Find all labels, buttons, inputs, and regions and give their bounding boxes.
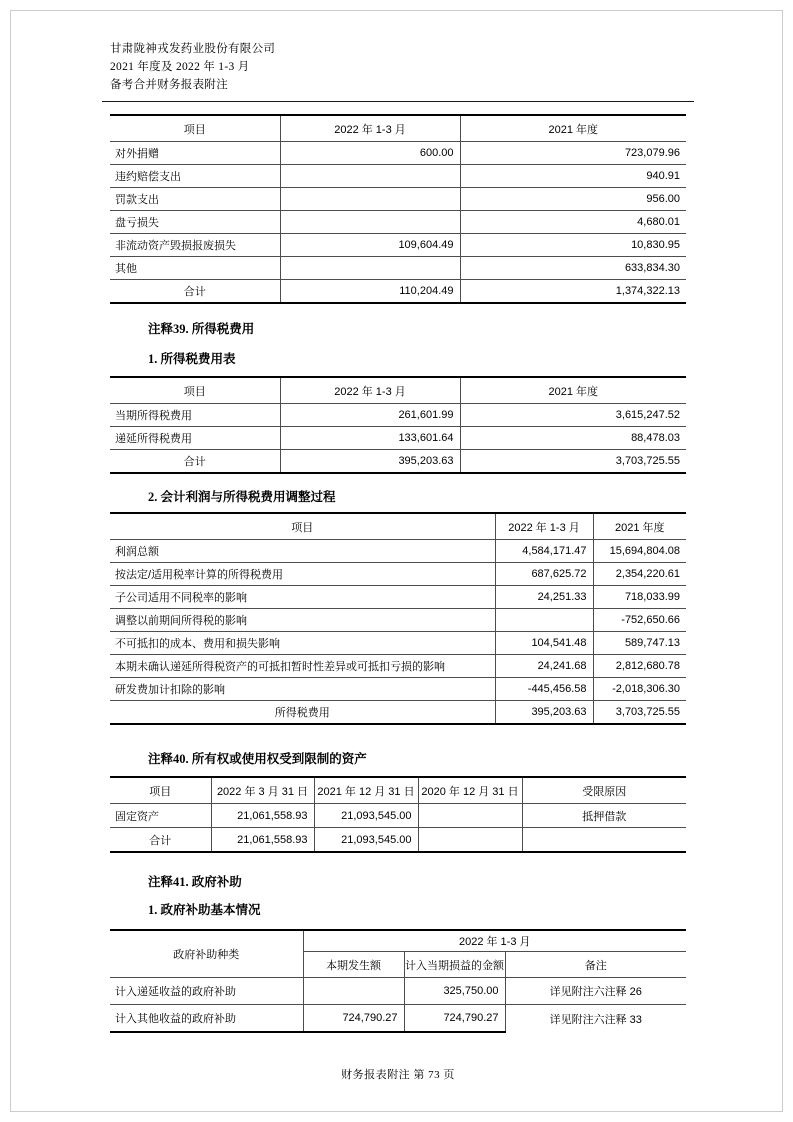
amount-cell: 956.00 bbox=[460, 188, 686, 211]
header-cell: 2022 年 3 月 31 日 bbox=[211, 777, 314, 804]
row-label: 对外捐赠 bbox=[110, 142, 280, 165]
company-name: 甘肃陇神戎发药业股份有限公司 bbox=[110, 43, 276, 55]
table-row bbox=[110, 427, 686, 450]
restriction-reason-cell bbox=[522, 828, 686, 853]
row-label: 本期未确认递延所得税资产的可抵扣暂时性差异或可抵扣亏损的影响 bbox=[110, 655, 495, 678]
header-cell: 本期发生额 bbox=[303, 952, 404, 978]
note-reference-cell: 详见附注六注释 26 bbox=[505, 978, 686, 1005]
amount-cell: 3,703,725.55 bbox=[593, 701, 686, 725]
table-row bbox=[110, 1005, 686, 1033]
table-header-row bbox=[110, 377, 686, 404]
amount-cell: 3,703,725.55 bbox=[460, 450, 686, 474]
amount-cell: 24,251.33 bbox=[495, 586, 593, 609]
amount-cell: 21,061,558.93 bbox=[211, 828, 314, 853]
header-cell: 备注 bbox=[505, 952, 686, 978]
amount-cell: 395,203.63 bbox=[495, 701, 593, 725]
table-row bbox=[110, 142, 686, 165]
amount-cell bbox=[495, 609, 593, 632]
amount-cell: 110,204.49 bbox=[280, 280, 460, 304]
total-row bbox=[110, 701, 686, 725]
header-divider bbox=[102, 101, 694, 102]
total-row bbox=[110, 828, 686, 853]
tax-reconciliation-table bbox=[110, 512, 686, 725]
amount-cell: -752,650.66 bbox=[593, 609, 686, 632]
amount-cell: 2,354,220.61 bbox=[593, 563, 686, 586]
table-header-row bbox=[110, 115, 686, 142]
amount-cell bbox=[280, 211, 460, 234]
table-row bbox=[110, 804, 686, 828]
header-cell: 项目 bbox=[110, 777, 211, 804]
amount-cell: 109,604.49 bbox=[280, 234, 460, 257]
amount-cell bbox=[280, 257, 460, 280]
row-label: 调整以前期间所得税的影响 bbox=[110, 609, 495, 632]
amount-cell: 133,601.64 bbox=[280, 427, 460, 450]
amount-cell: 1,374,322.13 bbox=[460, 280, 686, 304]
total-label: 合计 bbox=[110, 450, 280, 474]
header-cell: 2022 年 1-3 月 bbox=[280, 115, 460, 142]
row-label: 固定资产 bbox=[110, 804, 211, 828]
amount-cell: 2,812,680.78 bbox=[593, 655, 686, 678]
government-grants-table bbox=[110, 929, 686, 1033]
total-label: 所得税费用 bbox=[110, 701, 495, 725]
header-cell: 2022 年 1-3 月 bbox=[280, 377, 460, 404]
table-row bbox=[110, 586, 686, 609]
row-label: 违约赔偿支出 bbox=[110, 165, 280, 188]
row-label: 当期所得税费用 bbox=[110, 404, 280, 427]
header-cell: 项目 bbox=[110, 513, 495, 540]
page-footer: 财务报表附注 第 73 页 bbox=[341, 1069, 455, 1081]
amount-cell: 3,615,247.52 bbox=[460, 404, 686, 427]
row-label: 非流动资产毁损报废损失 bbox=[110, 234, 280, 257]
subsection-heading-government-grants: 1. 政府补助基本情况 bbox=[148, 903, 261, 917]
amount-cell: 104,541.48 bbox=[495, 632, 593, 655]
table-row bbox=[110, 188, 686, 211]
row-label: 计入递延收益的政府补助 bbox=[110, 978, 303, 1005]
section-heading-note41: 注释41. 政府补助 bbox=[148, 875, 242, 889]
row-label: 利润总额 bbox=[110, 540, 495, 563]
amount-cell: 600.00 bbox=[280, 142, 460, 165]
note-reference-cell: 详见附注六注释 33 bbox=[505, 1005, 686, 1033]
amount-cell: 687,625.72 bbox=[495, 563, 593, 586]
page-content bbox=[110, 0, 686, 1082]
amount-cell: 21,093,545.00 bbox=[314, 828, 418, 853]
amount-cell: 325,750.00 bbox=[404, 978, 505, 1005]
amount-cell bbox=[418, 828, 522, 853]
row-label: 罚款支出 bbox=[110, 188, 280, 211]
amount-cell: 21,093,545.00 bbox=[314, 804, 418, 828]
row-label: 子公司适用不同税率的影响 bbox=[110, 586, 495, 609]
subsection-heading-income-tax-table: 1. 所得税费用表 bbox=[148, 352, 236, 366]
header-cell: 2021 年度 bbox=[548, 123, 599, 136]
amount-cell: 589,747.13 bbox=[593, 632, 686, 655]
table-row bbox=[110, 540, 686, 563]
amount-cell bbox=[418, 804, 522, 828]
table-row bbox=[110, 678, 686, 701]
total-row bbox=[110, 450, 686, 474]
total-label: 合计 bbox=[110, 828, 211, 853]
header-cell-period: 2022 年 1-3 月 bbox=[458, 936, 531, 948]
document-header bbox=[110, 40, 686, 94]
amount-cell bbox=[303, 978, 404, 1005]
amount-cell: 4,584,171.47 bbox=[495, 540, 593, 563]
report-period: 2021 年度及 2022 年 1-3 月 bbox=[110, 61, 250, 73]
subsection-heading-tax-reconciliation: 2. 会计利润与所得税费用调整过程 bbox=[148, 490, 336, 504]
header-cell: 项目 bbox=[110, 377, 280, 404]
header-cell: 计入当期损益的金额 bbox=[404, 952, 505, 978]
amount-cell: 21,061,558.93 bbox=[211, 804, 314, 828]
row-label: 计入其他收益的政府补助 bbox=[110, 1005, 303, 1033]
non-operating-expenses-table bbox=[110, 114, 686, 304]
table-header-row bbox=[110, 930, 686, 952]
table-header-row bbox=[110, 513, 686, 540]
table-row bbox=[110, 211, 686, 234]
restricted-assets-table bbox=[110, 776, 686, 853]
total-label: 合计 bbox=[110, 280, 280, 304]
table-row bbox=[110, 632, 686, 655]
amount-cell: 395,203.63 bbox=[280, 450, 460, 474]
amount-cell: 15,694,804.08 bbox=[593, 540, 686, 563]
header-cell: 2021 年 12 月 31 日 bbox=[314, 777, 418, 804]
amount-cell: 24,241.68 bbox=[495, 655, 593, 678]
report-title: 备考合并财务报表附注 bbox=[110, 79, 228, 91]
section-heading-note39: 注释39. 所得税费用 bbox=[148, 322, 255, 336]
income-tax-expense-table bbox=[110, 376, 686, 474]
amount-cell: 940.91 bbox=[460, 165, 686, 188]
amount-cell: 718,033.99 bbox=[593, 586, 686, 609]
row-label: 递延所得税费用 bbox=[110, 427, 280, 450]
amount-cell bbox=[280, 188, 460, 211]
header-cell: 2020 年 12 月 31 日 bbox=[418, 777, 522, 804]
table-header-row bbox=[110, 777, 686, 804]
row-label: 不可抵扣的成本、费用和损失影响 bbox=[110, 632, 495, 655]
row-label: 按法定/适用税率计算的所得税费用 bbox=[110, 563, 495, 586]
header-cell: 2022 年 1-3 月 bbox=[495, 513, 593, 540]
table-row bbox=[110, 609, 686, 632]
section-heading-note40: 注释40. 所有权或使用权受到限制的资产 bbox=[148, 752, 367, 766]
header-cell: 项目 bbox=[110, 115, 280, 142]
row-label: 研发费加计扣除的影响 bbox=[110, 678, 495, 701]
amount-cell: 10,830.95 bbox=[460, 234, 686, 257]
table-row bbox=[110, 257, 686, 280]
amount-cell: 633,834.30 bbox=[460, 257, 686, 280]
amount-cell: -2,018,306.30 bbox=[593, 678, 686, 701]
header-cell: 2021 年度 bbox=[614, 521, 665, 534]
amount-cell: 724,790.27 bbox=[404, 1005, 505, 1033]
amount-cell: 261,601.99 bbox=[280, 404, 460, 427]
amount-cell bbox=[280, 165, 460, 188]
amount-cell: -445,456.58 bbox=[495, 678, 593, 701]
amount-cell: 4,680.01 bbox=[460, 211, 686, 234]
row-label: 其他 bbox=[110, 257, 280, 280]
amount-cell: 88,478.03 bbox=[460, 427, 686, 450]
table-row bbox=[110, 655, 686, 678]
amount-cell: 724,790.27 bbox=[303, 1005, 404, 1033]
total-row bbox=[110, 280, 686, 304]
table-row bbox=[110, 563, 686, 586]
restriction-reason-cell: 抵押借款 bbox=[522, 804, 686, 828]
amount-cell: 723,079.96 bbox=[460, 142, 686, 165]
table-row bbox=[110, 165, 686, 188]
header-cell: 政府补助种类 bbox=[110, 930, 303, 978]
table-row bbox=[110, 404, 686, 427]
table-row bbox=[110, 234, 686, 257]
header-cell: 2021 年度 bbox=[548, 385, 599, 398]
header-cell: 受限原因 bbox=[582, 785, 627, 798]
row-label: 盘亏损失 bbox=[110, 211, 280, 234]
table-row bbox=[110, 978, 686, 1005]
